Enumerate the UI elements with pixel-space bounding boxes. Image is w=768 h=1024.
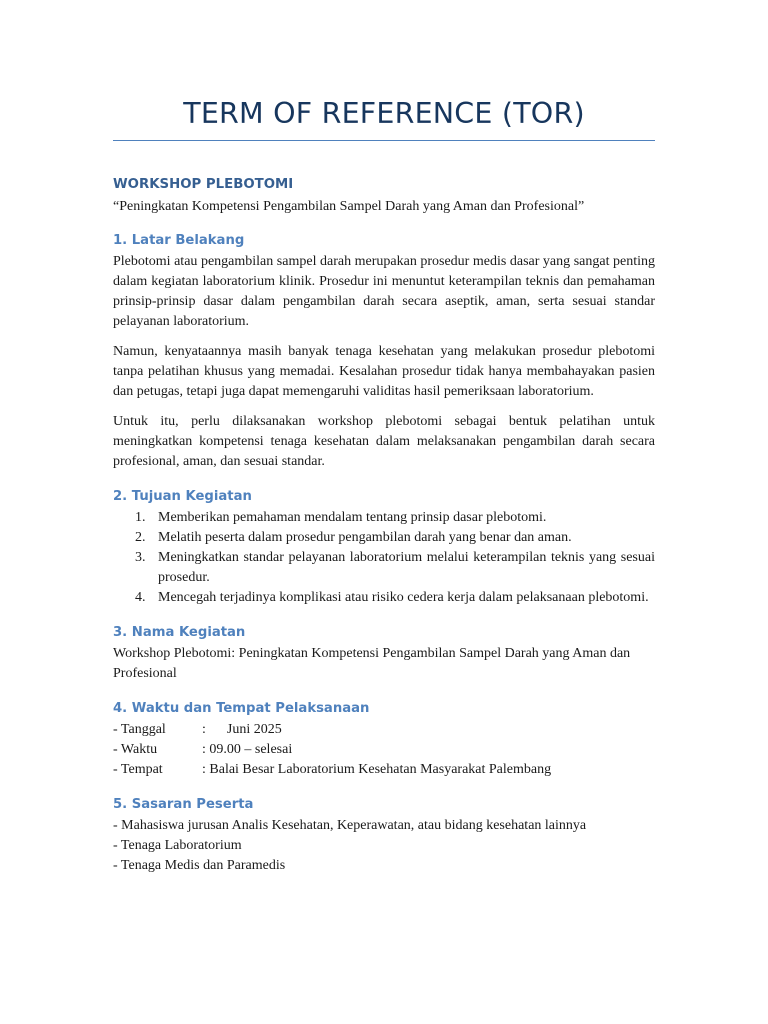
- list-item: [113, 508, 655, 528]
- row-value: : Juni 2025: [202, 722, 282, 737]
- list-item-number: 4.: [135, 590, 146, 605]
- row-label: - Waktu: [113, 742, 158, 757]
- latar-paragraph-3: Untuk itu, perlu dilaksanakan workshop plebotomi sebagai bentuk pelatihan untuk meningkatkan kompetensi tenaga kesehatan dalam melaksanakan pengambilan darah secara profesional, aman, dan sesuai standar.: [113, 414, 655, 469]
- workshop-heading: WORKSHOP PLEBOTOMI: [113, 177, 294, 192]
- section-heading-nama-kegiatan: 3. Nama Kegiatan: [113, 625, 246, 640]
- list-item-text: Mencegah terjadinya komplikasi atau risiko cedera kerja dalam pelaksanaan plebotomi.: [158, 590, 649, 605]
- row-label: - Tanggal: [113, 722, 166, 737]
- row-value: : 09.00 – selesai: [202, 742, 293, 757]
- row-value: : Balai Besar Laboratorium Kesehatan Masyarakat Palembang: [202, 762, 552, 777]
- row-label: - Tempat: [113, 762, 163, 777]
- latar-paragraph-2: Namun, kenyataannya masih banyak tenaga kesehatan yang melakukan prosedur plebotomi tanpa pelatihan khusus yang memadai. Kesalahan prosedur tidak hanya membahayakan pasien dan petugas, tetapi juga dapat memengaruhi validitas hasil pemeriksaan laboratorium.: [113, 344, 655, 399]
- section-heading-sasaran: 5. Sasaran Peserta: [113, 797, 254, 812]
- nama-kegiatan-text: Workshop Plebotomi: Peningkatan Kompetensi Pengambilan Sampel Darah yang Aman dan Profesional: [113, 646, 631, 681]
- list-item-number: 1.: [135, 510, 146, 525]
- list-item: [113, 528, 655, 548]
- list-item: - Tenaga Laboratorium: [113, 838, 242, 853]
- list-item-text: Melatih peserta dalam prosedur pengambilan darah yang benar dan aman.: [158, 530, 572, 545]
- waktu-row-waktu: [113, 740, 655, 760]
- document-title: TERM OF REFERENCE (TOR): [183, 97, 585, 130]
- list-item: [113, 588, 655, 608]
- waktu-row-tempat: [113, 760, 655, 780]
- section-heading-waktu-tempat: 4. Waktu dan Tempat Pelaksanaan: [113, 701, 370, 716]
- workshop-subtitle: “Peningkatan Kompetensi Pengambilan Sampel Darah yang Aman dan Profesional”: [113, 199, 585, 214]
- list-item: - Tenaga Medis dan Paramedis: [113, 858, 286, 873]
- list-item: [113, 548, 655, 588]
- section-heading-tujuan: 2. Tujuan Kegiatan: [113, 489, 252, 504]
- list-item: - Mahasiswa jurusan Analis Kesehatan, Keperawatan, atau bidang kesehatan lainnya: [113, 818, 587, 833]
- tujuan-list: [113, 508, 655, 608]
- list-item-text: Memberikan pemahaman mendalam tentang prinsip dasar plebotomi.: [158, 510, 547, 525]
- list-item-number: 2.: [135, 530, 146, 545]
- title-divider: [113, 140, 655, 141]
- waktu-row-tanggal: [113, 720, 655, 740]
- section-heading-latar-belakang: 1. Latar Belakang: [113, 233, 245, 248]
- latar-paragraph-1: Plebotomi atau pengambilan sampel darah merupakan prosedur medis dasar yang sangat penting dalam kegiatan laboratorium klinik. Prosedur ini menuntut keterampilan teknis dan pemahaman prinsip-prinsip dasar dalam pengambilan darah secara aseptik, aman, serta sesuai standar pelayanan laboratorium.: [113, 254, 655, 329]
- list-item-number: 3.: [135, 550, 146, 565]
- list-item-text: Meningkatkan standar pelayanan laboratorium melalui keterampilan teknis yang sesuai prosedur.: [158, 550, 655, 585]
